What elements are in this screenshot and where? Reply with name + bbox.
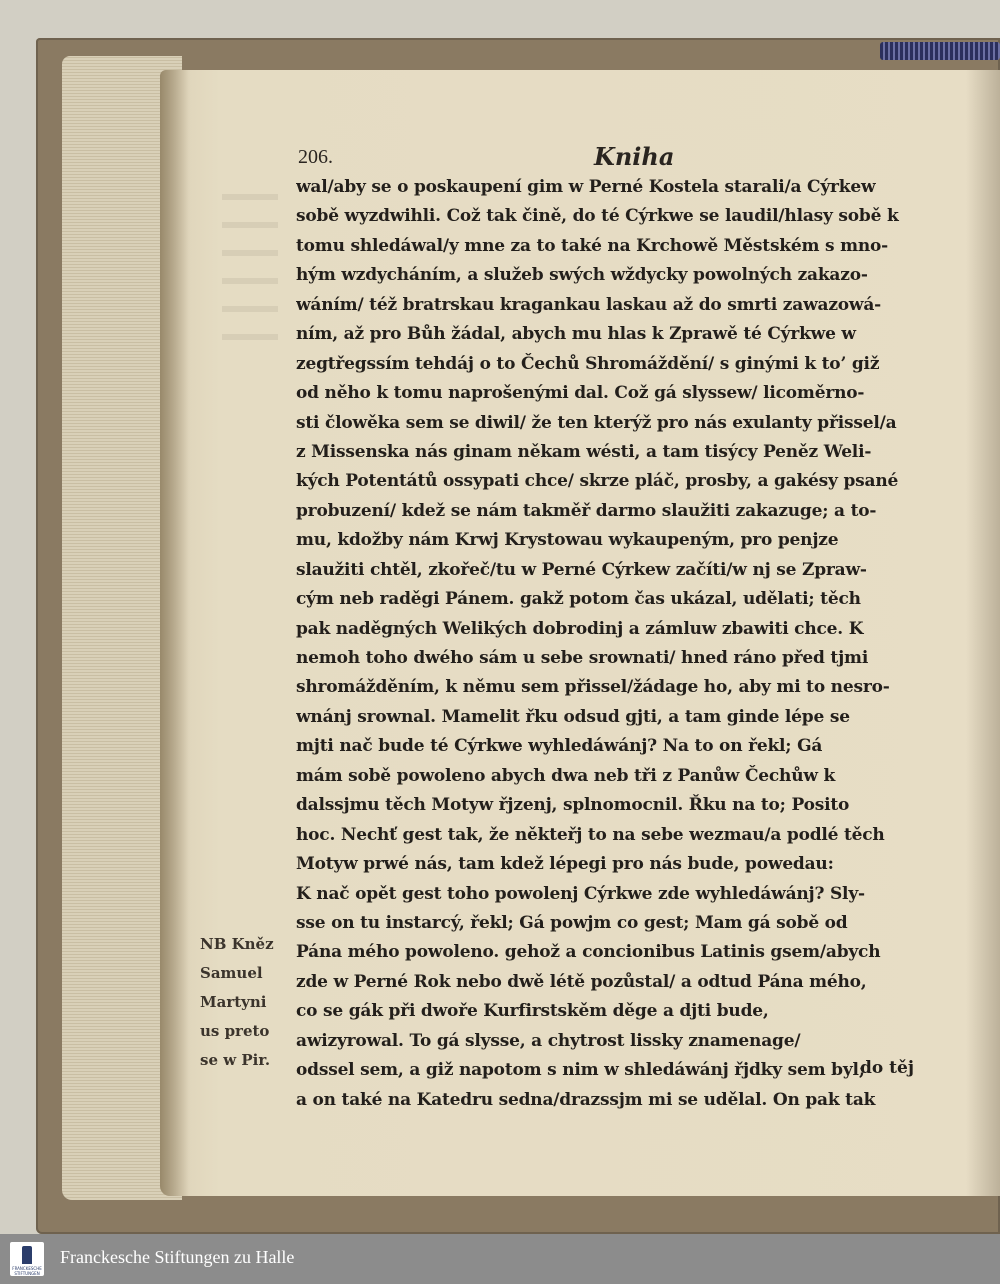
text-line: mám sobě powoleno abych dwa neb tři z Panůw Čechůw k bbox=[296, 765, 836, 786]
institution-logo bbox=[10, 1242, 44, 1276]
text-line: z Missenska nás ginam někam wésti, a tam tisýcy Peněz Weli- bbox=[296, 441, 872, 462]
text-line: awizyrowal. To gá slysse, a chytrost lissky znamenage/ bbox=[296, 1030, 801, 1051]
running-head: Kniha bbox=[594, 142, 675, 171]
logo-text: FRANCKESCHE STIFTUNGEN bbox=[12, 1266, 42, 1276]
logo-icon bbox=[22, 1246, 32, 1264]
text-line: kých Potentátů ossypati chce/ skrze pláč, prosby, a gakésy psané bbox=[296, 471, 899, 492]
book-headband bbox=[880, 42, 1000, 60]
text-line: tomu shledáwal/y mne za to také na Krchowě Městském s mno- bbox=[296, 235, 889, 256]
text-line: sse on tu instarcý, řekl; Gá powjm co gest; Mam gá sobě od bbox=[296, 912, 848, 933]
institution-name: Franckesche Stiftungen zu Halle bbox=[60, 1247, 295, 1267]
text-line: odssel sem, a giž napotom s nim w shledáwánj řjdky sem byl; bbox=[296, 1060, 865, 1081]
page-header bbox=[298, 142, 958, 176]
text-line: wnánj srownal. Mamelit řku odsud gjti, a tam ginde lépe se bbox=[296, 706, 850, 727]
text-line: wáním/ též bratrskau kragankau laskau až do smrti zawazowá- bbox=[296, 294, 882, 315]
text-line: K nač opět gest toho powolenj Cýrkwe zde wyhledáwánj? Sly- bbox=[296, 883, 865, 904]
bleed-through-text bbox=[222, 180, 278, 340]
catchword: do těj bbox=[860, 1058, 914, 1078]
text-line: mjti nač bude té Cýrkwe wyhledáwánj? Na to on řekl; Gá bbox=[296, 736, 823, 757]
text-line: Motyw prwé nás, tam kdež lépegi pro nás bude, powedau: bbox=[296, 854, 834, 875]
text-line: hým wzdycháním, a služeb swých wždycky powolných zakazo- bbox=[296, 265, 868, 286]
text-line: sobě wyzdwihli. Což tak čině, do té Cýrkwe se laudil/hlasy sobě k bbox=[296, 206, 899, 227]
page-gutter-shadow bbox=[160, 70, 190, 1196]
text-line: cým neb raděgi Pánem. gakž potom čas ukázal, udělati; těch bbox=[296, 589, 861, 610]
text-line: pak naděgných Welikých dobrodinj a zámluw zbawiti chce. K bbox=[296, 618, 864, 639]
text-line: wal/aby se o poskaupení gim w Perné Kostela starali/a Cýrkew bbox=[296, 177, 876, 197]
text-line: nemoh toho dwého sám u sebe srownati/ hned ráno před tjmi bbox=[296, 648, 869, 668]
margin-note-line: us preto bbox=[200, 1022, 270, 1040]
text-line: od něho k tomu naprošenými dal. Což gá slyssew/ licoměrno- bbox=[296, 383, 865, 404]
text-line: ním, až pro Bůh žádal, abych mu hlas k Zprawě té Cýrkwe w bbox=[296, 324, 856, 345]
text-line: slaužiti chtěl, zkořeč/tu w Perné Cýrkew začíti/w nj se Zpraw- bbox=[296, 559, 867, 580]
text-line: zegtřegssím tehdáj o to Čechů Shromáždění/ s ginými k to’ giž bbox=[296, 353, 880, 374]
page-number: 206. bbox=[298, 146, 333, 168]
page-right-edge bbox=[966, 70, 1000, 1196]
text-line: Pána mého powoleno. gehož a concionibus Latinis gsem/abych bbox=[296, 942, 881, 963]
margin-note-line: se w Pir. bbox=[200, 1051, 271, 1069]
text-line: dalssjmu těch Motyw řjzenj, splnomocnil. Řku na to; Posito bbox=[296, 795, 850, 816]
text-line: hoc. Nechť gest tak, že někteřj to na sebe wezmau/a podlé těch bbox=[296, 824, 885, 845]
margin-note-line: Samuel bbox=[200, 964, 263, 982]
text-line: co se gák při dwoře Kurfirstskěm děge a djti bude, bbox=[296, 1001, 769, 1022]
footer-bar bbox=[0, 1234, 1000, 1284]
text-line: probuzení/ kdež se nám takměř darmo slaužiti zakazuge; a to- bbox=[296, 500, 877, 521]
text-line: a on také na Katedru sedna/drazssjm mi se udělal. On pak tak bbox=[296, 1089, 876, 1110]
margin-note-line: NB Kněz bbox=[200, 935, 274, 953]
margin-note bbox=[200, 930, 292, 1075]
text-line: zde w Perné Rok nebo dwě létě pozůstal/ a odtud Pána mého, bbox=[296, 971, 867, 992]
text-line: mu, kdožby nám Krwj Krystowau wykaupeným, pro penjze bbox=[296, 530, 839, 551]
text-line: sti člowěka sem se diwil/ že ten kterýž pro nás exulanty přissel/a bbox=[296, 412, 897, 433]
margin-note-line: Martyni bbox=[200, 993, 267, 1011]
body-text bbox=[296, 173, 956, 1115]
text-line: shromážděním, k němu sem přissel/žádage ho, aby mi to nesro- bbox=[296, 677, 890, 698]
